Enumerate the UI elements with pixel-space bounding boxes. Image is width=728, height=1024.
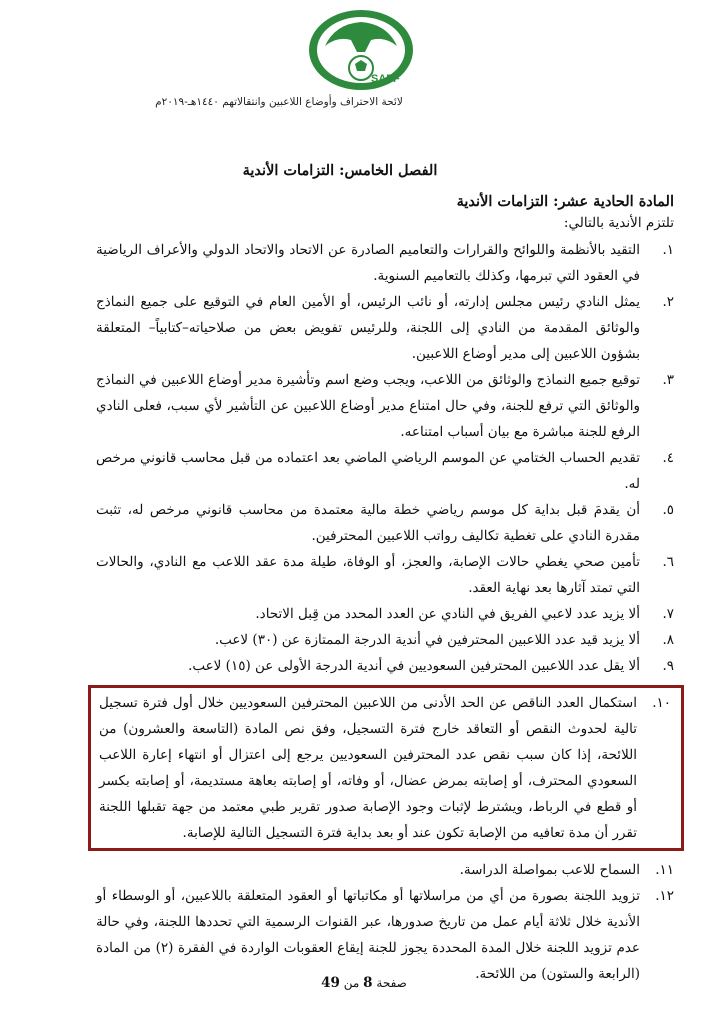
list-item: [96, 883, 674, 987]
list-item: [96, 653, 674, 679]
article-title: المادة الحادية عشر: التزامات الأندية: [456, 193, 674, 210]
item-text: تأمين صحي يغطي حالات الإصابة، والعجز، أو الوفاة، طيلة مدة عقد اللاعب مع النادي، والحالات التي تمتد آثارها بعد نهاية العقد.: [96, 554, 640, 596]
saff-logo: [305, 6, 417, 94]
item-text: استكمال العدد الناقص عن الحد الأدنى من اللاعبين المحترفين السعوديين خلال أول فترة تسجيل تالية لحدوث النقص أو التعاقد خارج فترة التسجيل، وفق نص المادة (التاسعة والعشرون) من اللائحة، إذا كان سبب نقص عدد المحترفين السعوديين يرجع إلى اعتزال أو انتهاء إعارة اللاعب السعودي المحترف، أو إصابته بمرض عضال، أو وفاته، أو إصابته بعاهة مستديمة، أو إصابته بكسر أو قطع في الرباط، ويشترط لإثبات وجود الإصابة صدور تقرير طبي معتمد من جهة تقبلها اللجنة تقرر أن مدة تعافيه من الإصابة تكون عند أو بعد بداية فترة التسجيل التالية للإصابة.: [99, 695, 637, 841]
obligations-list: [96, 237, 674, 987]
item-number: ١٠.: [652, 695, 671, 711]
item-number: ٨.: [662, 632, 674, 648]
item-number: ١.: [662, 242, 674, 258]
document-header: لائحة الاحتراف وأوضاع اللاعبين وانتقالاتهم ١٤٤٠هـ-٢٠١٩م: [155, 96, 403, 108]
highlighted-list-item: [88, 685, 684, 851]
of-word: من: [343, 976, 360, 990]
item-number: ٢.: [662, 294, 674, 310]
page-footer: [0, 975, 728, 991]
page-number: 8: [363, 975, 373, 991]
item-number: ١٢.: [655, 888, 674, 904]
item-number: ٣.: [662, 372, 674, 388]
item-text: توقيع جميع النماذج والوثائق من اللاعب، ويجب وضع اسم وتأشيرة مدير أوضاع اللاعبين في النماذج والوثائق التي ترفع للجنة، وفي حال امتناع مدير أوضاع اللاعبين عن التأشير لأي سبب، فعلى النادي الرفع للجنة مباشرة مع بيان أسباب امتناعه.: [96, 372, 640, 440]
item-text: ألا يقل عدد اللاعبين المحترفين السعوديين في أندية الدرجة الأولى عن (١٥) لاعب.: [188, 658, 640, 674]
intro-text: تلتزم الأندية بالتالي:: [563, 215, 674, 231]
list-item: [96, 549, 674, 601]
page-word: صفحة: [376, 976, 407, 990]
item-text: تزويد اللجنة بصورة من أي من مراسلاتها أو مكاتباتها أو العقود المتعلقة باللاعبين، أو الوسطاء أو الأندية خلال ثلاثة أيام عمل من تاريخ صدورها، عبر القنوات الرسمية التي تحددها اللجنة، وفي حالة عدم تزويد اللجنة خلال المدة المحددة يجوز للجنة إيقاع العقوبات الواردة في الفقرة (٢) من المادة (الرابعة والستون) من اللائحة.: [96, 888, 640, 982]
total-pages: 49: [321, 975, 340, 991]
list-item: [96, 289, 674, 367]
list-item: [96, 857, 674, 883]
item-number: ١١.: [655, 862, 674, 878]
item-number: ٩.: [662, 658, 674, 674]
item-number: ٧.: [662, 606, 674, 622]
list-item: [96, 601, 674, 627]
item-text: التقيد بالأنظمة واللوائح والقرارات والتعاميم الصادرة عن الاتحاد والاتحاد الدولي والأعراف الرياضية في العقود التي تبرمها، وكذلك بالتعاميم السنوية.: [96, 242, 640, 284]
item-number: ٥.: [662, 502, 674, 518]
list-item: [96, 445, 674, 497]
item-text: أن يقدمَ قبل بداية كل موسم رياضي خطة مالية معتمدة من محاسب قانوني مرخص له، تثبت مقدرة النادي على تغطية تكاليف رواتب اللاعبين المحترفين.: [96, 502, 640, 544]
item-number: ٦.: [662, 554, 674, 570]
chapter-title: الفصل الخامس: التزامات الأندية: [242, 162, 438, 179]
item-text: ألا يزيد عدد لاعبي الفريق في النادي عن العدد المحدد من قِبل الاتحاد.: [255, 606, 640, 622]
item-text: تقديم الحساب الختامي عن الموسم الرياضي الماضي بعد اعتماده من قبل محاسب قانوني مرخص له.: [96, 450, 640, 492]
logo-text: SAFF: [371, 73, 400, 85]
item-text: يمثل النادي رئيس مجلس إدارته، أو نائب الرئيس، أو الأمين العام في التوقيع على جميع النماذج والوثائق المقدمة من النادي إلى اللجنة، وللرئيس تفويض بعض من صلاحياته–كتابياً– المتعلقة بشؤون اللاعبين إلى مدير أوضاع اللاعبين.: [96, 294, 640, 362]
list-item: [96, 627, 674, 653]
item-text: السماح للاعب بمواصلة الدراسة.: [459, 862, 640, 878]
list-item: [96, 367, 674, 445]
list-item: [96, 497, 674, 549]
list-item: [96, 237, 674, 289]
item-number: ٤.: [662, 450, 674, 466]
item-text: ألا يزيد قيد عدد اللاعبين المحترفين في أندية الدرجة الممتازة عن (٣٠) لاعب.: [214, 632, 640, 648]
document-body: [96, 162, 674, 987]
